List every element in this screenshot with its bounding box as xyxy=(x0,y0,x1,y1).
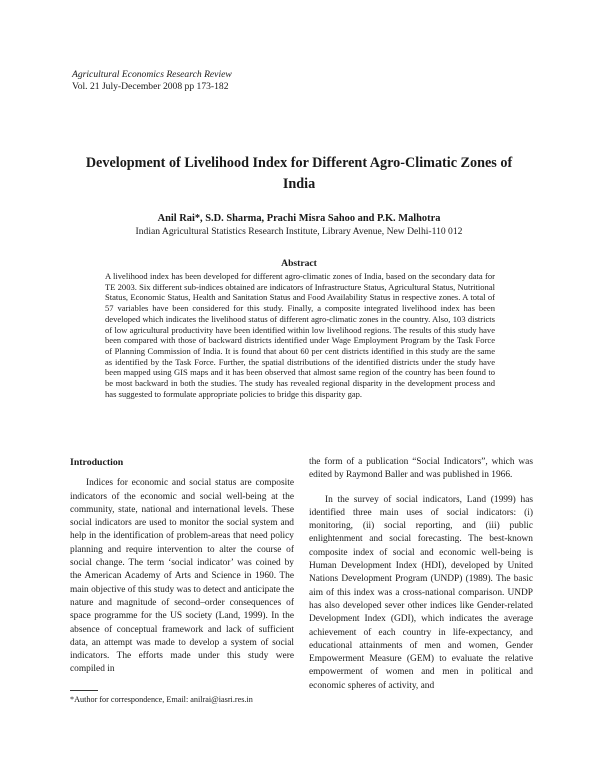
footnote-divider xyxy=(70,690,98,691)
paper-title: Development of Livelihood Index for Different Agro-Climatic Zones of India xyxy=(85,155,513,192)
footnote: *Author for correspondence, Email: anilrai@iasri.res.in xyxy=(70,695,253,704)
introduction-heading: Introduction xyxy=(70,457,124,468)
abstract-text: A livelihood index has been developed for different agro-climatic zones of India, based on the secondary data for TE 2003. Six different sub-indices obtained are indicators of Infrastructure Status, Agricultural Status, Nutritional Status, Economic Status, Health and Sanitation Status and Food Availability Status in respective zones. A total of 57 variables have been considered for this study. Finally, a composite integrated livelihood index has been developed which indicates the livelihood status of different agro-climatic zones in the country. Also, 103 districts of low agricultural productivity have been identified within low livelihood regions. The results of this study have been compared with those of backward districts identified under Wage Employment Program by the Task Force of Planning Commission of India. It is found that about 60 per cent districts identified in this study are the same as identified by the Task Force. Further, the spatial distributions of the identified districts under the study have been mapped using GIS maps and it has been observed that almost same region of the country has been found to be most backward in both the studies. The study has revealed regional disparity in the development process and has suggested to formulate appropriate policies to bridge this disparity gap. xyxy=(105,271,495,399)
body-paragraph: In the survey of social indicators, Land (1999) has identified three main uses of social indicators: (i) monitoring, (ii) social reporting, and (iii) public enlightenment and social forecasting. The best-known composite index of social and economic well-being is Human Development Index (HDI), developed by United Nations Development Program (UNDP) (1989). The basic aim of this index was a cross-national comparison. UNDP has also developed sever other indices like Gender-related Development Index (GDI), which indicates the average achievement of each country in life-expectancy, and educational attainments of men and women, Gender Empowerment Measure (GEM) to evaluate the relative empowerment of women and men in political and economic spheres of activity, and xyxy=(309,494,533,691)
journal-header xyxy=(72,69,232,93)
body-paragraph: Indices for economic and social status are composite indicators of the economic and social well-being at the community, state, national and international levels. These social indicators are used to monitor the social system and help in the identification of problem-areas that need policy planning and require intervention to alter the course of social change. The term ‘social indicator’ was coined by the American Academy of Arts and Science in 1960. The main objective of this study was to detect and anticipate the nature and magnitude of second–order consequences of space programme for the US society (Land, 1999). In the absence of conceptual framework and lack of sufficient data, an attempt was made to develop a system of social indicators. The efforts made under this study were compiled in xyxy=(70,478,294,675)
right-column xyxy=(309,456,533,693)
journal-name: Agricultural Economics Research Review xyxy=(72,69,232,80)
author-affiliation: Indian Agricultural Statistics Research Institute, Library Avenue, New Delhi-110 012 xyxy=(135,226,463,237)
paper-authors: Anil Rai*, S.D. Sharma, Prachi Misra Sahoo and P.K. Malhotra xyxy=(157,213,441,224)
journal-issue: Vol. 21 July-December 2008 pp 173-182 xyxy=(72,81,229,92)
body-paragraph: the form of a publication “Social Indicators”, which was edited by Raymond Baller and was published in 1966. xyxy=(309,457,533,481)
left-column xyxy=(70,456,294,677)
abstract-heading: Abstract xyxy=(281,258,317,269)
